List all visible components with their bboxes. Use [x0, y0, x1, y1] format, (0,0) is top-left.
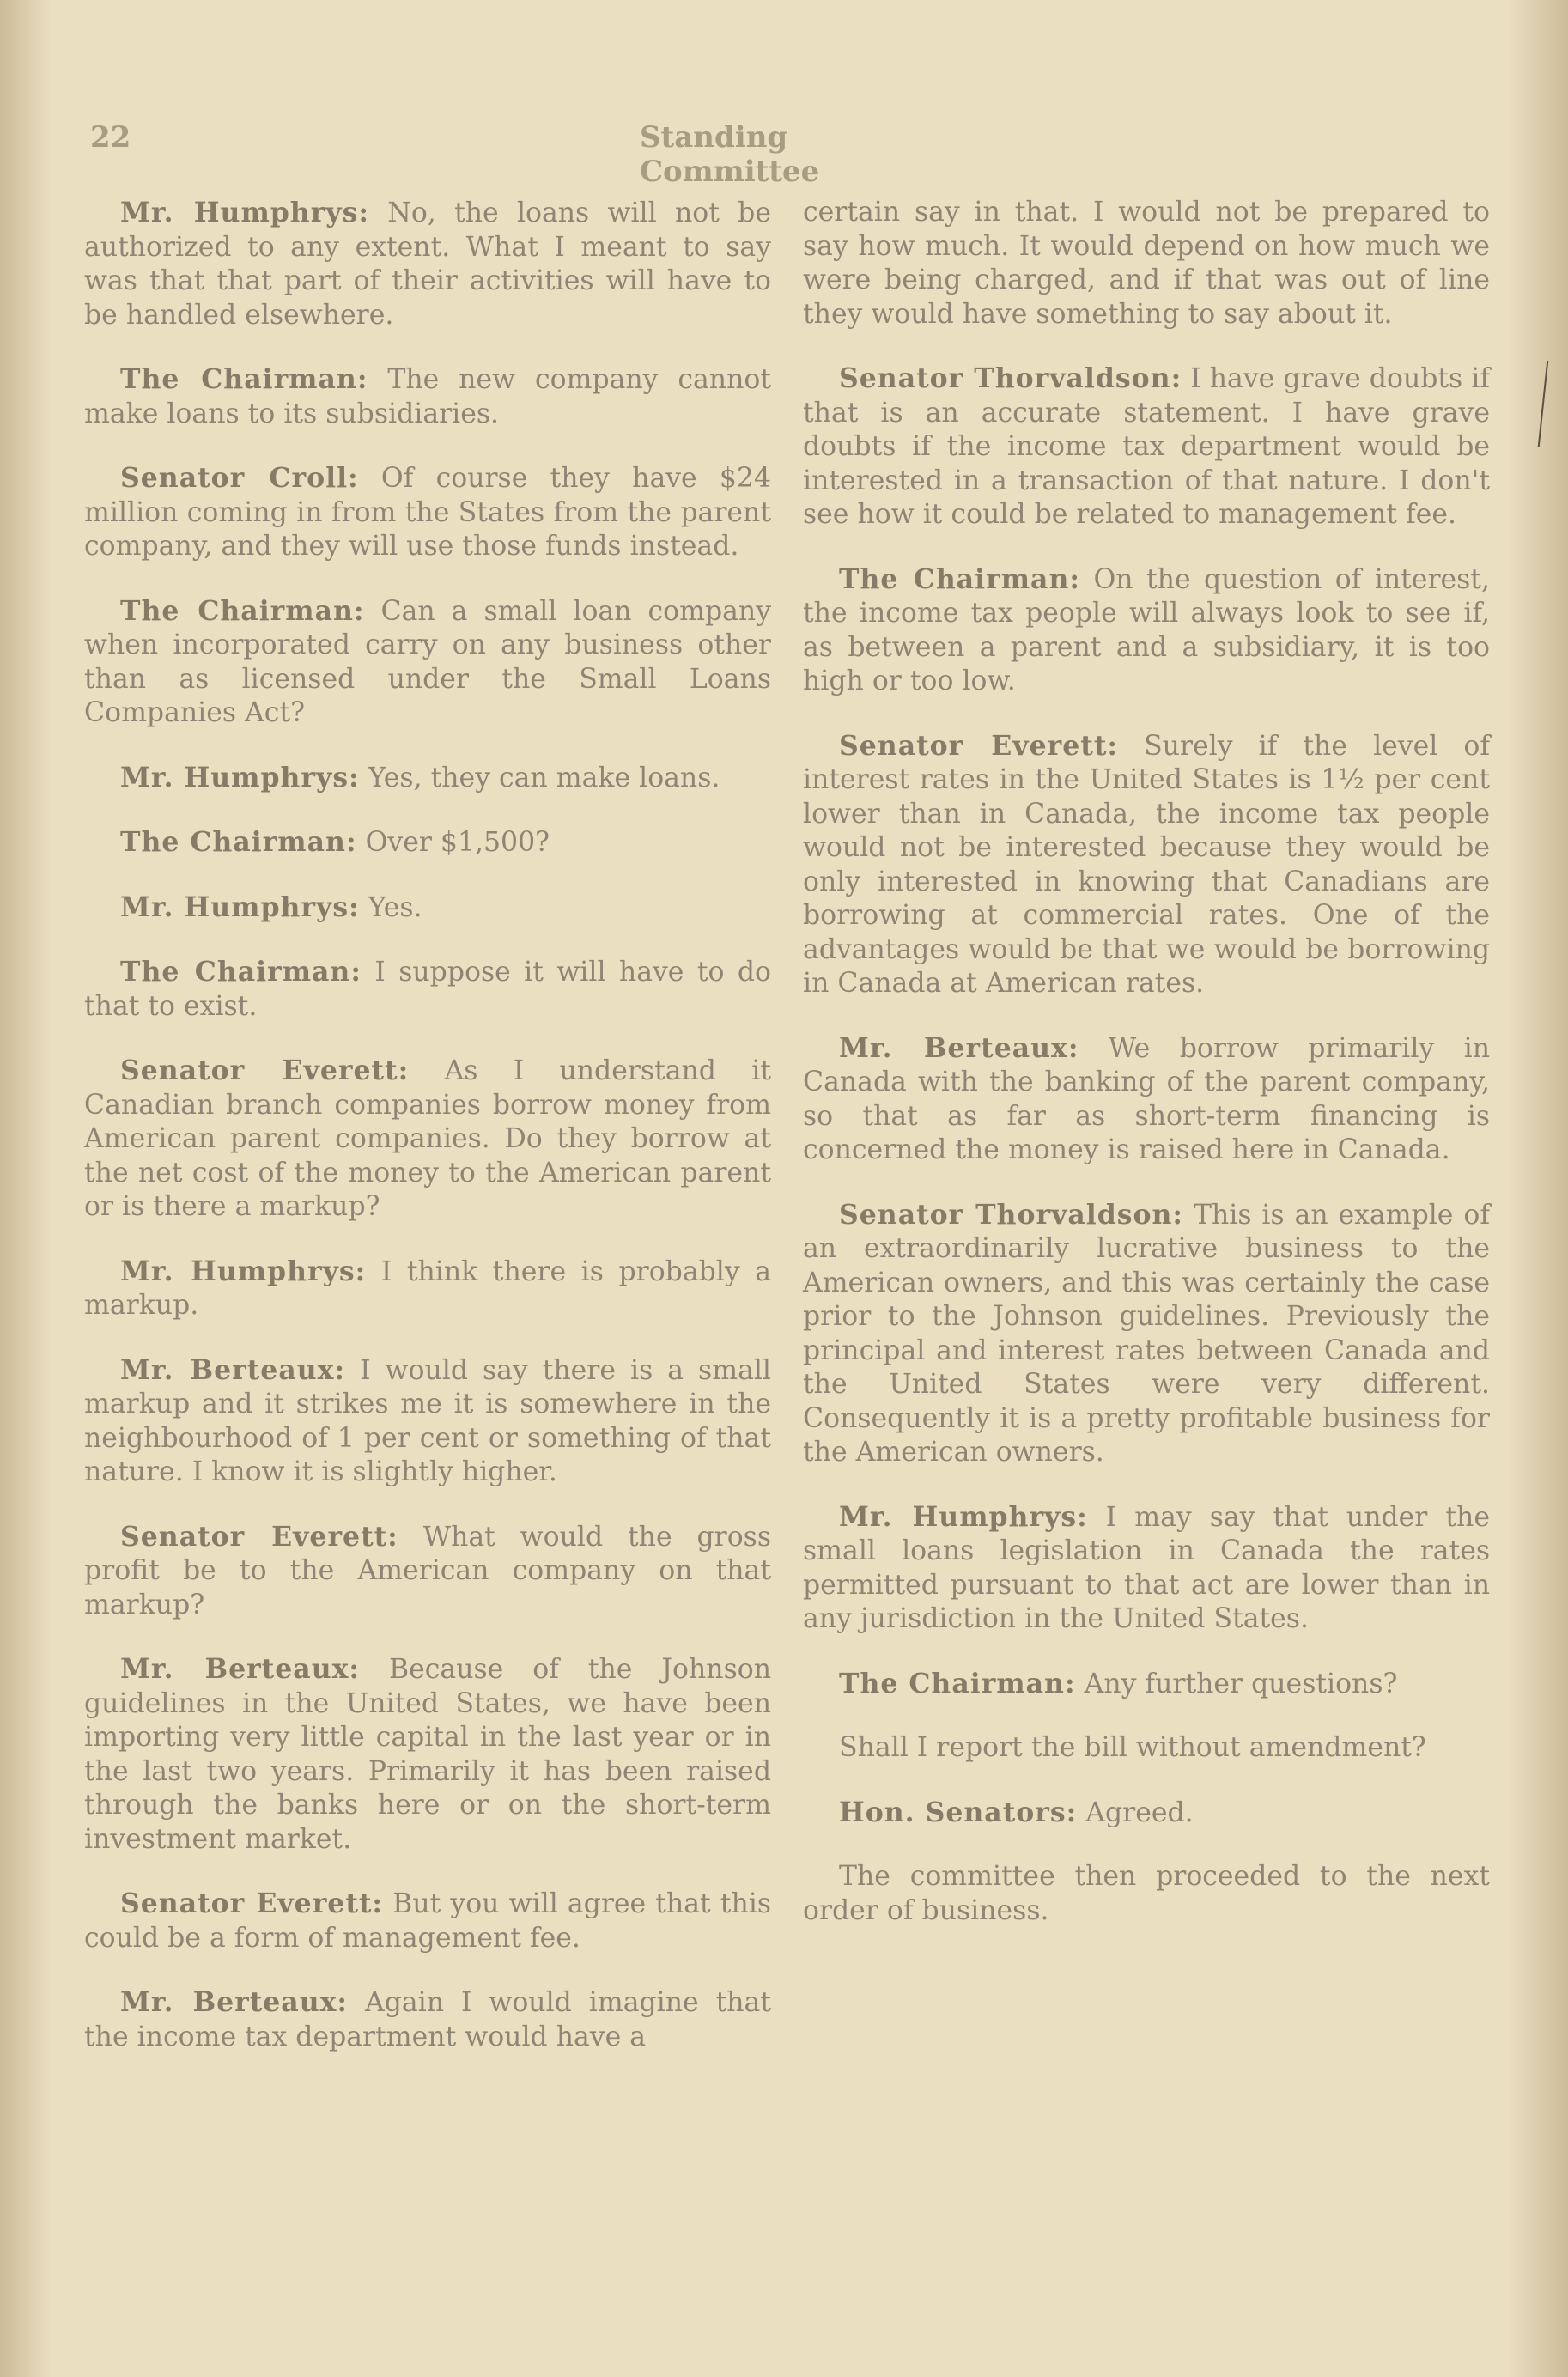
transcript-paragraph	[84, 362, 771, 431]
paragraph-text: The new company cannot make loans to its subsidiaries.	[84, 364, 771, 429]
paragraph-text: Because of the Johnson guidelines in the United States, we have been importing very little capital in the last year or in the last two years. Primarily it has been raised through the banks here or on the short-term investment market.	[84, 1654, 771, 1855]
speaker-name: The Chairman:	[839, 562, 1080, 595]
paragraph-text: Shall I report the bill without amendment?	[839, 1732, 1426, 1763]
transcript-paragraph	[84, 196, 771, 332]
paragraph-text: On the question of interest, the income tax people will always look to see if, as between a parent and a subsidiary, it is too high or too low.	[803, 563, 1490, 696]
transcript-paragraph	[803, 1198, 1490, 1470]
paragraph-text: certain say in that. I would not be prepared to say how much. It would depend on how much we were being charged, and if that was out of line they would have something to say about it.	[803, 197, 1490, 330]
margin-pencil-mark	[1538, 361, 1554, 447]
speaker-name: Mr. Humphrys:	[120, 197, 369, 228]
transcript-paragraph	[803, 362, 1490, 532]
paragraph-text: I suppose it will have to do that to exist.	[84, 957, 771, 1022]
transcript-paragraph	[84, 1054, 771, 1225]
paragraph-text: Over $1,500?	[356, 827, 550, 858]
paragraph-text: This is an example of an extraordinarily lucrative business to the American owners, and this was certainly the case prior to the Johnson guidelines. Previously the principal and interest rates between Canada and the United States were very different. Consequently it is a pretty profitable business for the American owners.	[803, 1199, 1490, 1468]
transcript-paragraph	[84, 1353, 771, 1490]
paragraph-text: I would say there is a small markup and it strikes me it is somewhere in the neighbourhood of 1 per cent or something of that nature. I know it is slightly higher.	[84, 1354, 771, 1487]
speaker-name: Senator Everett:	[120, 1520, 398, 1553]
transcript-paragraph	[84, 1887, 771, 1955]
speaker-name: The Chairman:	[120, 594, 365, 627]
paragraph-text: As I understand it Canadian branch companies borrow money from American parent companies. Do they borrow at the net cost of the money to the American parent or is there a markup?	[84, 1055, 771, 1222]
speaker-name: Mr. Humphrys:	[120, 891, 360, 923]
transcript-paragraph	[84, 461, 771, 564]
page-number: 22	[90, 120, 131, 155]
transcript-paragraph	[84, 1652, 771, 1857]
right-column	[803, 196, 1490, 1958]
transcript-paragraph	[84, 1520, 771, 1623]
speaker-name: Senator Thorvaldson:	[839, 362, 1182, 394]
paragraph-text: Agreed.	[1077, 1796, 1194, 1828]
left-column	[84, 196, 771, 2084]
paragraph-text: What would the gross profit be to the American company on that markup?	[84, 1521, 771, 1620]
speaker-name: The Chairman:	[120, 826, 357, 858]
paragraph-text: Yes.	[359, 891, 422, 923]
transcript-paragraph	[803, 1731, 1490, 1766]
paragraph-text: Yes, they can make loans.	[359, 762, 720, 793]
paragraph-text: Again I would imagine that the income tax department would have a	[84, 1987, 771, 2052]
paragraph-text: Can a small loan company when incorporated carry on any business other than as licensed under the Small Loans Companies Act?	[84, 595, 771, 728]
speaker-name: Senator Everett:	[839, 729, 1119, 762]
transcript-paragraph	[84, 825, 771, 860]
transcript-paragraph	[84, 891, 771, 926]
transcript-paragraph	[803, 1860, 1490, 1928]
transcript-paragraph	[803, 196, 1490, 331]
speaker-name: The Chairman:	[120, 956, 362, 988]
speaker-name: Mr. Berteaux:	[120, 1353, 346, 1386]
transcript-paragraph	[803, 1796, 1490, 1831]
transcript-paragraph	[84, 1255, 771, 1323]
transcript-paragraph	[84, 955, 771, 1024]
transcript-paragraph	[84, 1985, 771, 2054]
speaker-name: Mr. Humphrys:	[120, 761, 360, 793]
speaker-name: Senator Croll:	[120, 462, 359, 494]
speaker-name: Hon. Senators:	[839, 1796, 1078, 1828]
speaker-name: Senator Thorvaldson:	[839, 1198, 1184, 1231]
transcript-paragraph	[803, 729, 1490, 1001]
paragraph-text: Of course they have $24 million coming in from the States from the parent company, and they will use those funds instead.	[84, 463, 771, 562]
speaker-name: Mr. Humphrys:	[120, 1255, 367, 1287]
paragraph-text: Any further questions?	[1075, 1668, 1398, 1699]
speaker-name: Senator Everett:	[120, 1888, 384, 1919]
transcript-paragraph	[803, 1031, 1490, 1168]
transcript-paragraph	[84, 594, 771, 731]
paragraph-text: But you will agree that this could be a form of management fee.	[84, 1888, 771, 1954]
transcript-paragraph	[803, 562, 1490, 699]
page-header	[90, 120, 949, 189]
running-title: Standing Committee	[640, 120, 820, 189]
transcript-paragraph	[803, 1667, 1490, 1702]
paragraph-text: Surely if the level of interest rates in the United States is 1½ per cent lower than in Canada, the income tax people would not be interested because they would be only interested in knowing that Canadians are borrowing at commercial rates. One of the advantages would be that we would be borrowing in Canada at American rates.	[803, 730, 1490, 999]
transcript-paragraph	[803, 1500, 1490, 1637]
speaker-name: The Chairman:	[120, 363, 368, 395]
speaker-name: Senator Everett:	[120, 1055, 410, 1086]
speaker-name: Mr. Berteaux:	[120, 1986, 349, 2018]
paragraph-text: No, the loans will not be authorized to any extent. What I meant to say was that that part of their activities will have to be handled elsewhere.	[84, 198, 771, 331]
paragraph-text: The committee then proceeded to the next order of business.	[803, 1861, 1490, 1926]
speaker-name: Mr. Berteaux:	[839, 1031, 1079, 1064]
paragraph-text: I think there is probably a markup.	[84, 1255, 771, 1321]
speaker-name: Mr. Berteaux:	[120, 1653, 361, 1685]
paragraph-text: I may say that under the small loans legislation in Canada the rates permitted pursuant to that act are lower than in any jurisdiction in the United States.	[803, 1501, 1490, 1634]
speaker-name: The Chairman:	[839, 1667, 1076, 1699]
transcript-paragraph	[84, 761, 771, 796]
speaker-name: Mr. Humphrys:	[839, 1500, 1088, 1533]
paragraph-text: We borrow primarily in Canada with the banking of the parent company, so that as far as short-term financing is concerned the money is raised here in Canada.	[803, 1032, 1490, 1165]
paragraph-text: I have grave doubts if that is an accurate statement. I have grave doubts if the income tax department would be interested in a transaction of that nature. I don't see how it could be related to management fee.	[803, 363, 1491, 530]
